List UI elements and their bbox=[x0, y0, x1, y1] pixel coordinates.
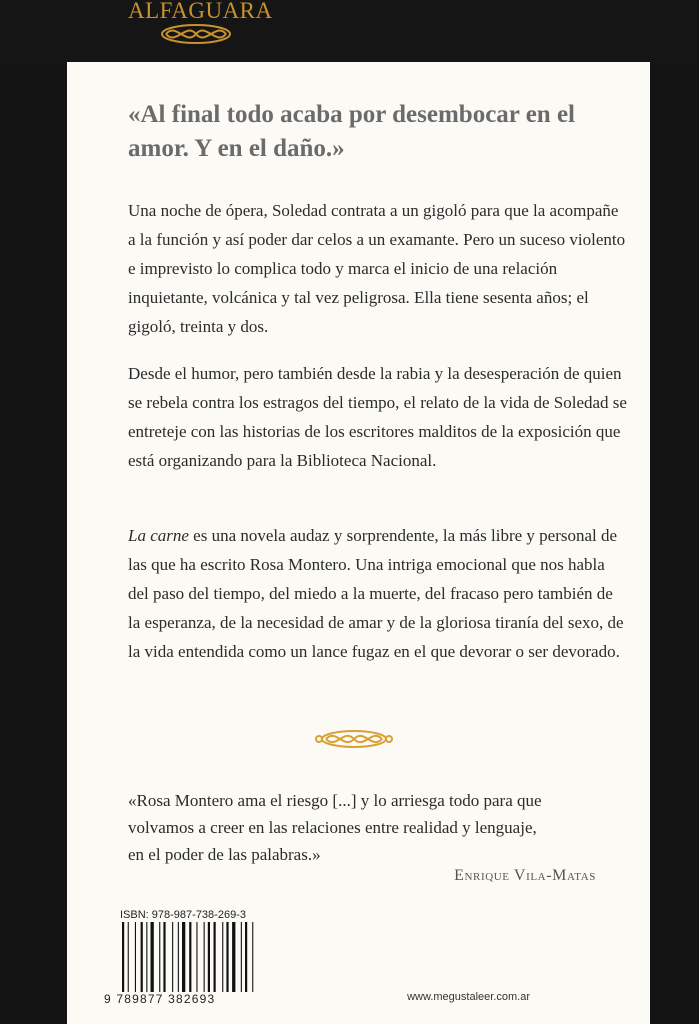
publisher-logo: ALFAGUARA bbox=[128, 0, 273, 23]
blurb-line-2: volvamos a creer en las relaciones entre realidad y lenguaje, bbox=[128, 818, 537, 837]
divider-ornament-icon bbox=[314, 726, 394, 752]
top-band bbox=[0, 0, 699, 64]
blurb-line-3: en el poder de las palabras.» bbox=[128, 845, 321, 864]
headline-quote: «Al final todo acaba por desembocar en el amor. Y en el daño.» bbox=[128, 101, 575, 162]
book-title: La carne bbox=[128, 526, 189, 545]
synopsis-paragraph-3-text: es una novela audaz y sorprendente, la más libre y personal de las que ha escrito Rosa Montero. Una intriga emocional que nos habla del paso del tiempo, del miedo a la muerte, del fracaso pero también de la esperanza, de la necesidad de amar y de la gloriosa tiranía del sexo, de la vida entendida como un lance fugaz en el que devorar o ser devorado. bbox=[128, 526, 624, 661]
synopsis-paragraph-2: Desde el humor, pero también desde la rabia y la desesperación de quien se rebela contra los estragos del tiempo, el relato de la vida de Soledad se entreteje con las historias de los escritores malditos de la exposición que está organizando para la Biblioteca Nacional. bbox=[128, 364, 627, 470]
barcode-digits: 9 789877 382693 bbox=[104, 992, 216, 1006]
blurb-author: Enrique Vila-Matas bbox=[454, 867, 596, 884]
isbn-label: ISBN: 978-987-738-269-3 bbox=[120, 909, 246, 921]
publisher-ornament-icon bbox=[156, 20, 236, 48]
blurb-line-1: «Rosa Montero ama el riesgo [...] y lo arriesga todo para que bbox=[128, 791, 542, 810]
synopsis-paragraph-3 bbox=[128, 521, 628, 666]
website-url: www.megustaleer.com.ar bbox=[407, 991, 530, 1003]
synopsis-paragraph-1: Una noche de ópera, Soledad contrata a un gigoló para que la acompañe a la función y así poder dar celos a un examante. Pero un suceso violento e imprevisto lo complica todo y marca el inicio de una relación inquietante, volcánica y tal vez peligrosa. Ella tiene sesenta años; el gigoló, treinta y dos. bbox=[128, 201, 626, 336]
critic-blurb bbox=[128, 787, 608, 868]
